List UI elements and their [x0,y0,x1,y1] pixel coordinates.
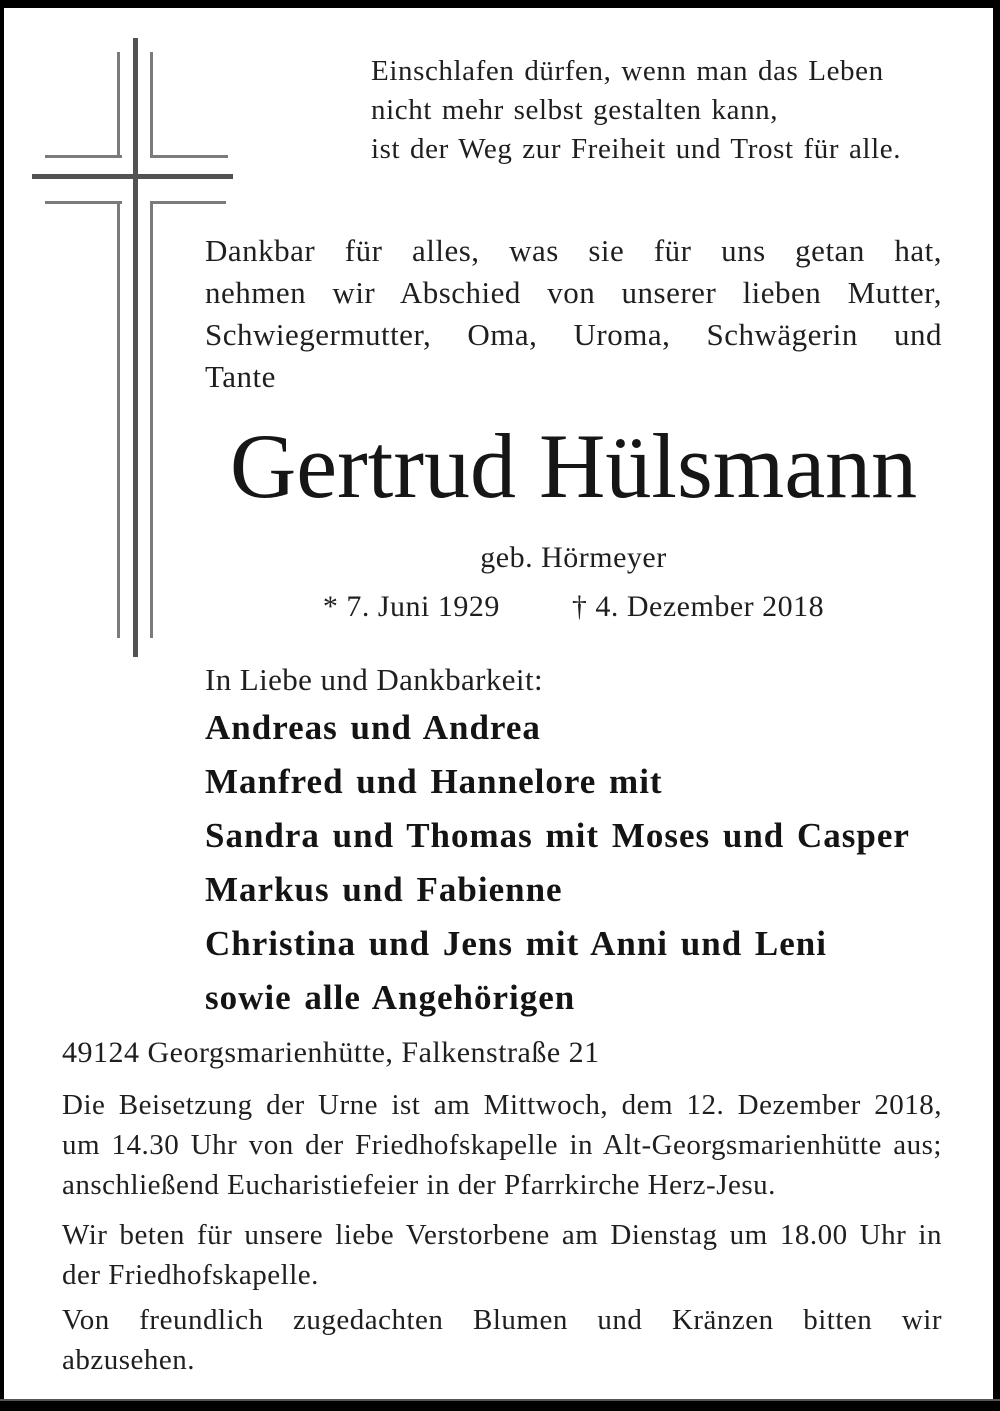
farewell-line: nehmen wir Abschied von unserer lieben Mutter, [205,275,942,310]
mourner-line: Manfred und Hannelore mit [205,762,663,801]
funeral-info [62,1085,942,1205]
prayer-line: der Friedhofskapelle. [62,1259,319,1291]
cross-upper-left-horizontal [45,155,122,158]
epigraph-line: ist der Weg zur Freiheit und Trost für alle. [371,133,902,165]
farewell-paragraph [205,230,942,398]
cross-main-vertical [133,38,138,657]
cross-upper-left-vertical [117,52,120,155]
cross-upper-right-vertical [150,52,153,155]
funeral-line: Die Beisetzung der Urne ist am Mittwoch, dem 12. Dezember 2018, [62,1089,942,1121]
mourner-line: Sandra und Thomas mit Moses und Casper [205,816,910,855]
mourners-list [205,701,965,1025]
mourner-line: Christina und Jens mit Anni und Leni [205,924,827,963]
flowers-note [62,1300,942,1380]
cross-lower-right-vertical [150,201,153,638]
prayer-line: Wir beten für unsere liebe Verstorbene am Dienstag um 18.00 Uhr in [62,1219,942,1251]
farewell-line: Schwiegermutter, Oma, Uroma, Schwägerin und [205,317,942,352]
cross-main-horizontal [32,174,233,179]
flowers-line: abzusehen. [62,1344,196,1376]
epigraph-line: Einschlafen dürfen, wenn man das Leben [371,55,884,87]
cross-lower-left-horizontal [45,201,122,204]
cross-lower-left-vertical [117,201,120,638]
epigraph [371,52,956,169]
closing-intro: In Liebe und Dankbarkeit: [205,662,543,697]
scan-frame-bottom [0,1399,1000,1411]
funeral-line: um 14.30 Uhr von der Friedhofskapelle in Alt-Georgsmarienhütte aus; [62,1129,942,1161]
prayer-info [62,1215,942,1295]
farewell-line: Tante [205,359,276,394]
mourner-line: sowie alle Angehörigen [205,978,576,1017]
cross-upper-right-horizontal [150,155,228,158]
cross-lower-right-horizontal [150,201,226,204]
address-line: 49124 Georgsmarienhütte, Falkenstraße 21 [62,1036,600,1069]
funeral-line: anschließend Eucharistiefeier in der Pfarrkirche Herz-Jesu. [62,1169,776,1201]
flowers-line: Von freundlich zugedachten Blumen und Kränzen bitten wir [62,1304,942,1336]
deceased-name: Gertrud Hülsmann [229,415,918,517]
mourner-line: Markus und Fabienne [205,870,563,909]
death-date: † 4. Dezember 2018 [571,590,825,623]
birth-date: * 7. Juni 1929 [322,590,500,623]
life-dates [205,588,942,626]
maiden-name: geb. Hörmeyer [480,541,667,574]
epigraph-line: nicht mehr selbst gestalten kann, [371,94,779,126]
scan-frame-right [993,0,1000,1411]
mourner-line: Andreas und Andrea [205,708,541,747]
farewell-line: Dankbar für alles, was sie für uns getan hat, [205,233,942,268]
